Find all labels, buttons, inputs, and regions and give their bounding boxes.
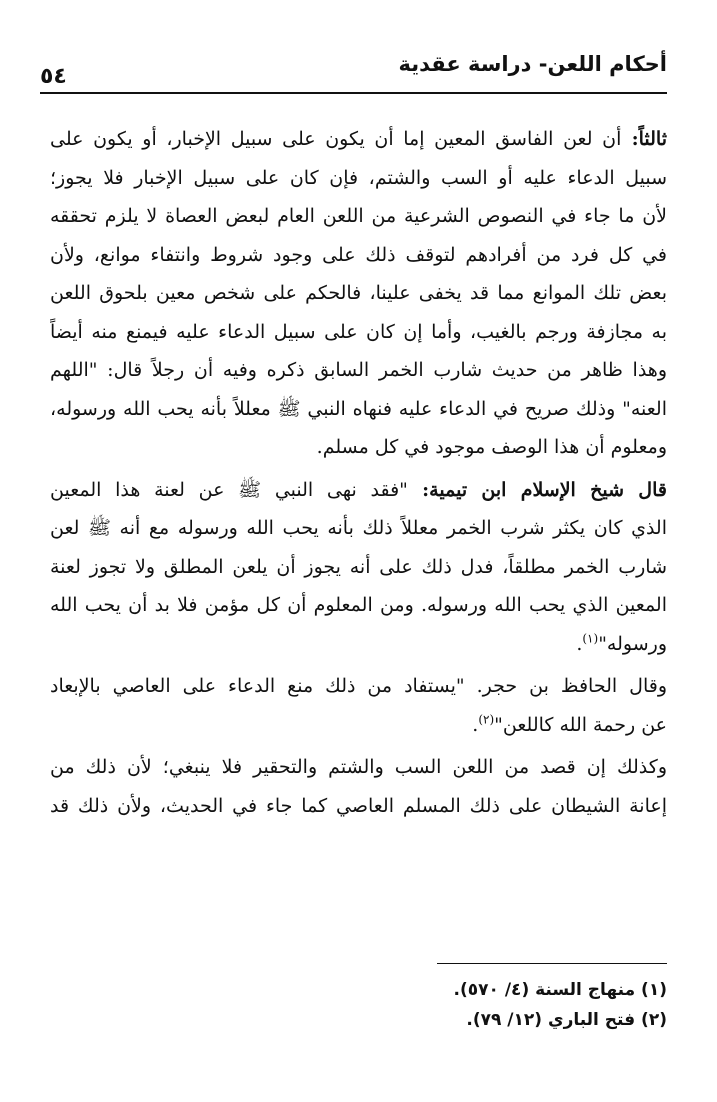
- text-line: به مجازفة ورجم بالغيب، وأما إن كان على سبيل الدعاء عليه فيمنع منه أيضاً: [50, 320, 667, 343]
- body-text: [50, 120, 667, 825]
- line-text: عن رحمة الله كاللعن": [494, 713, 667, 736]
- footnote-item: (٢) فتح الباري (١٢/ ٧٩).: [466, 1010, 667, 1030]
- text-line: الذي كان يكثر شرب الخمر معللاً ذلك بأنه يحب الله ورسوله مع أنه ﷺ لعن: [50, 517, 667, 539]
- footnote-reference: (١): [582, 631, 599, 646]
- footnote-item: (١) منهاج السنة (٤/ ٥٧٠).: [453, 980, 667, 1000]
- text-line: لأن ما جاء في النصوص الشرعية من اللعن العام لبعض العصاة لا يلزم تحققه: [50, 205, 667, 227]
- text-line: وكذلك إن قصد من اللعن السب والشتم والتحقير فلا ينبغي؛ لأن ذلك من: [50, 756, 667, 778]
- text-line: بعض تلك الموانع مما قد يخفى علينا، فالحكم على شخص معين بلحوق اللعن: [50, 282, 667, 304]
- text-line: وقال الحافظ بن حجر. "يستفاد من ذلك منع الدعاء على العاصي بالإبعاد: [50, 675, 667, 697]
- text-line: ورسوله"$^{(١)}$.: [576, 631, 667, 655]
- text-line: سبيل الدعاء عليه أو السب والشتم، فإن كان على سبيل الإخبار فلا يجوز؛: [50, 166, 667, 189]
- text-line: إعانة الشيطان على ذلك المسلم العاصي كما جاء في الحديث، ولأن ذلك قد: [50, 794, 667, 817]
- footnote-rule: [437, 963, 667, 964]
- text-line: ومعلوم أن هذا الوصف موجود في كل مسلم.: [316, 436, 667, 458]
- text-line: [50, 120, 667, 159]
- text-line: [50, 471, 667, 510]
- footnotes: [50, 975, 667, 1035]
- page-header: [40, 52, 667, 92]
- paragraph-lead: قال شيخ الإسلام ابن تيمية:: [407, 478, 667, 501]
- line-text: ورسوله": [598, 632, 667, 655]
- running-title: أحكام اللعن- دراسة عقدية: [398, 52, 667, 76]
- text-line: المعين الذي يحب الله ورسوله. ومن المعلوم أن كل مؤمن فلا بد أن يحب الله: [50, 594, 667, 616]
- footnote-reference: (٢): [478, 712, 495, 727]
- text-line: العنه" وذلك صريح في الدعاء عليه فنهاه النبي ﷺ معللاً بأنه يحب الله ورسوله،: [50, 397, 667, 420]
- page-number: ٥٤: [40, 64, 67, 89]
- text-line: شارب الخمر مطلقاً، فدل ذلك على أنه يجوز أن يلعن المطلق ولا تجوز لعنة: [50, 555, 667, 578]
- text-line: عن رحمة الله كاللعن"$^{(٢)}$.: [472, 712, 667, 736]
- paragraph-lead: ثالثاً:: [621, 128, 667, 150]
- header-rule: [40, 92, 667, 94]
- line-text: "فقد نهى النبي ﷺ عن لعنة هذا المعين: [50, 478, 408, 501]
- line-text: أن لعن الفاسق المعين إما أن يكون على سبيل الإخبار، أو يكون على: [50, 128, 622, 150]
- text-line: وهذا ظاهر من حديث شارب الخمر السابق ذكره وفيه أن رجلاً قال: "اللهم: [50, 359, 667, 381]
- text-line: في كل فرد من أفرادهم لتوقف ذلك على وجود شروط وانتفاء موانع، ولأن: [50, 243, 667, 266]
